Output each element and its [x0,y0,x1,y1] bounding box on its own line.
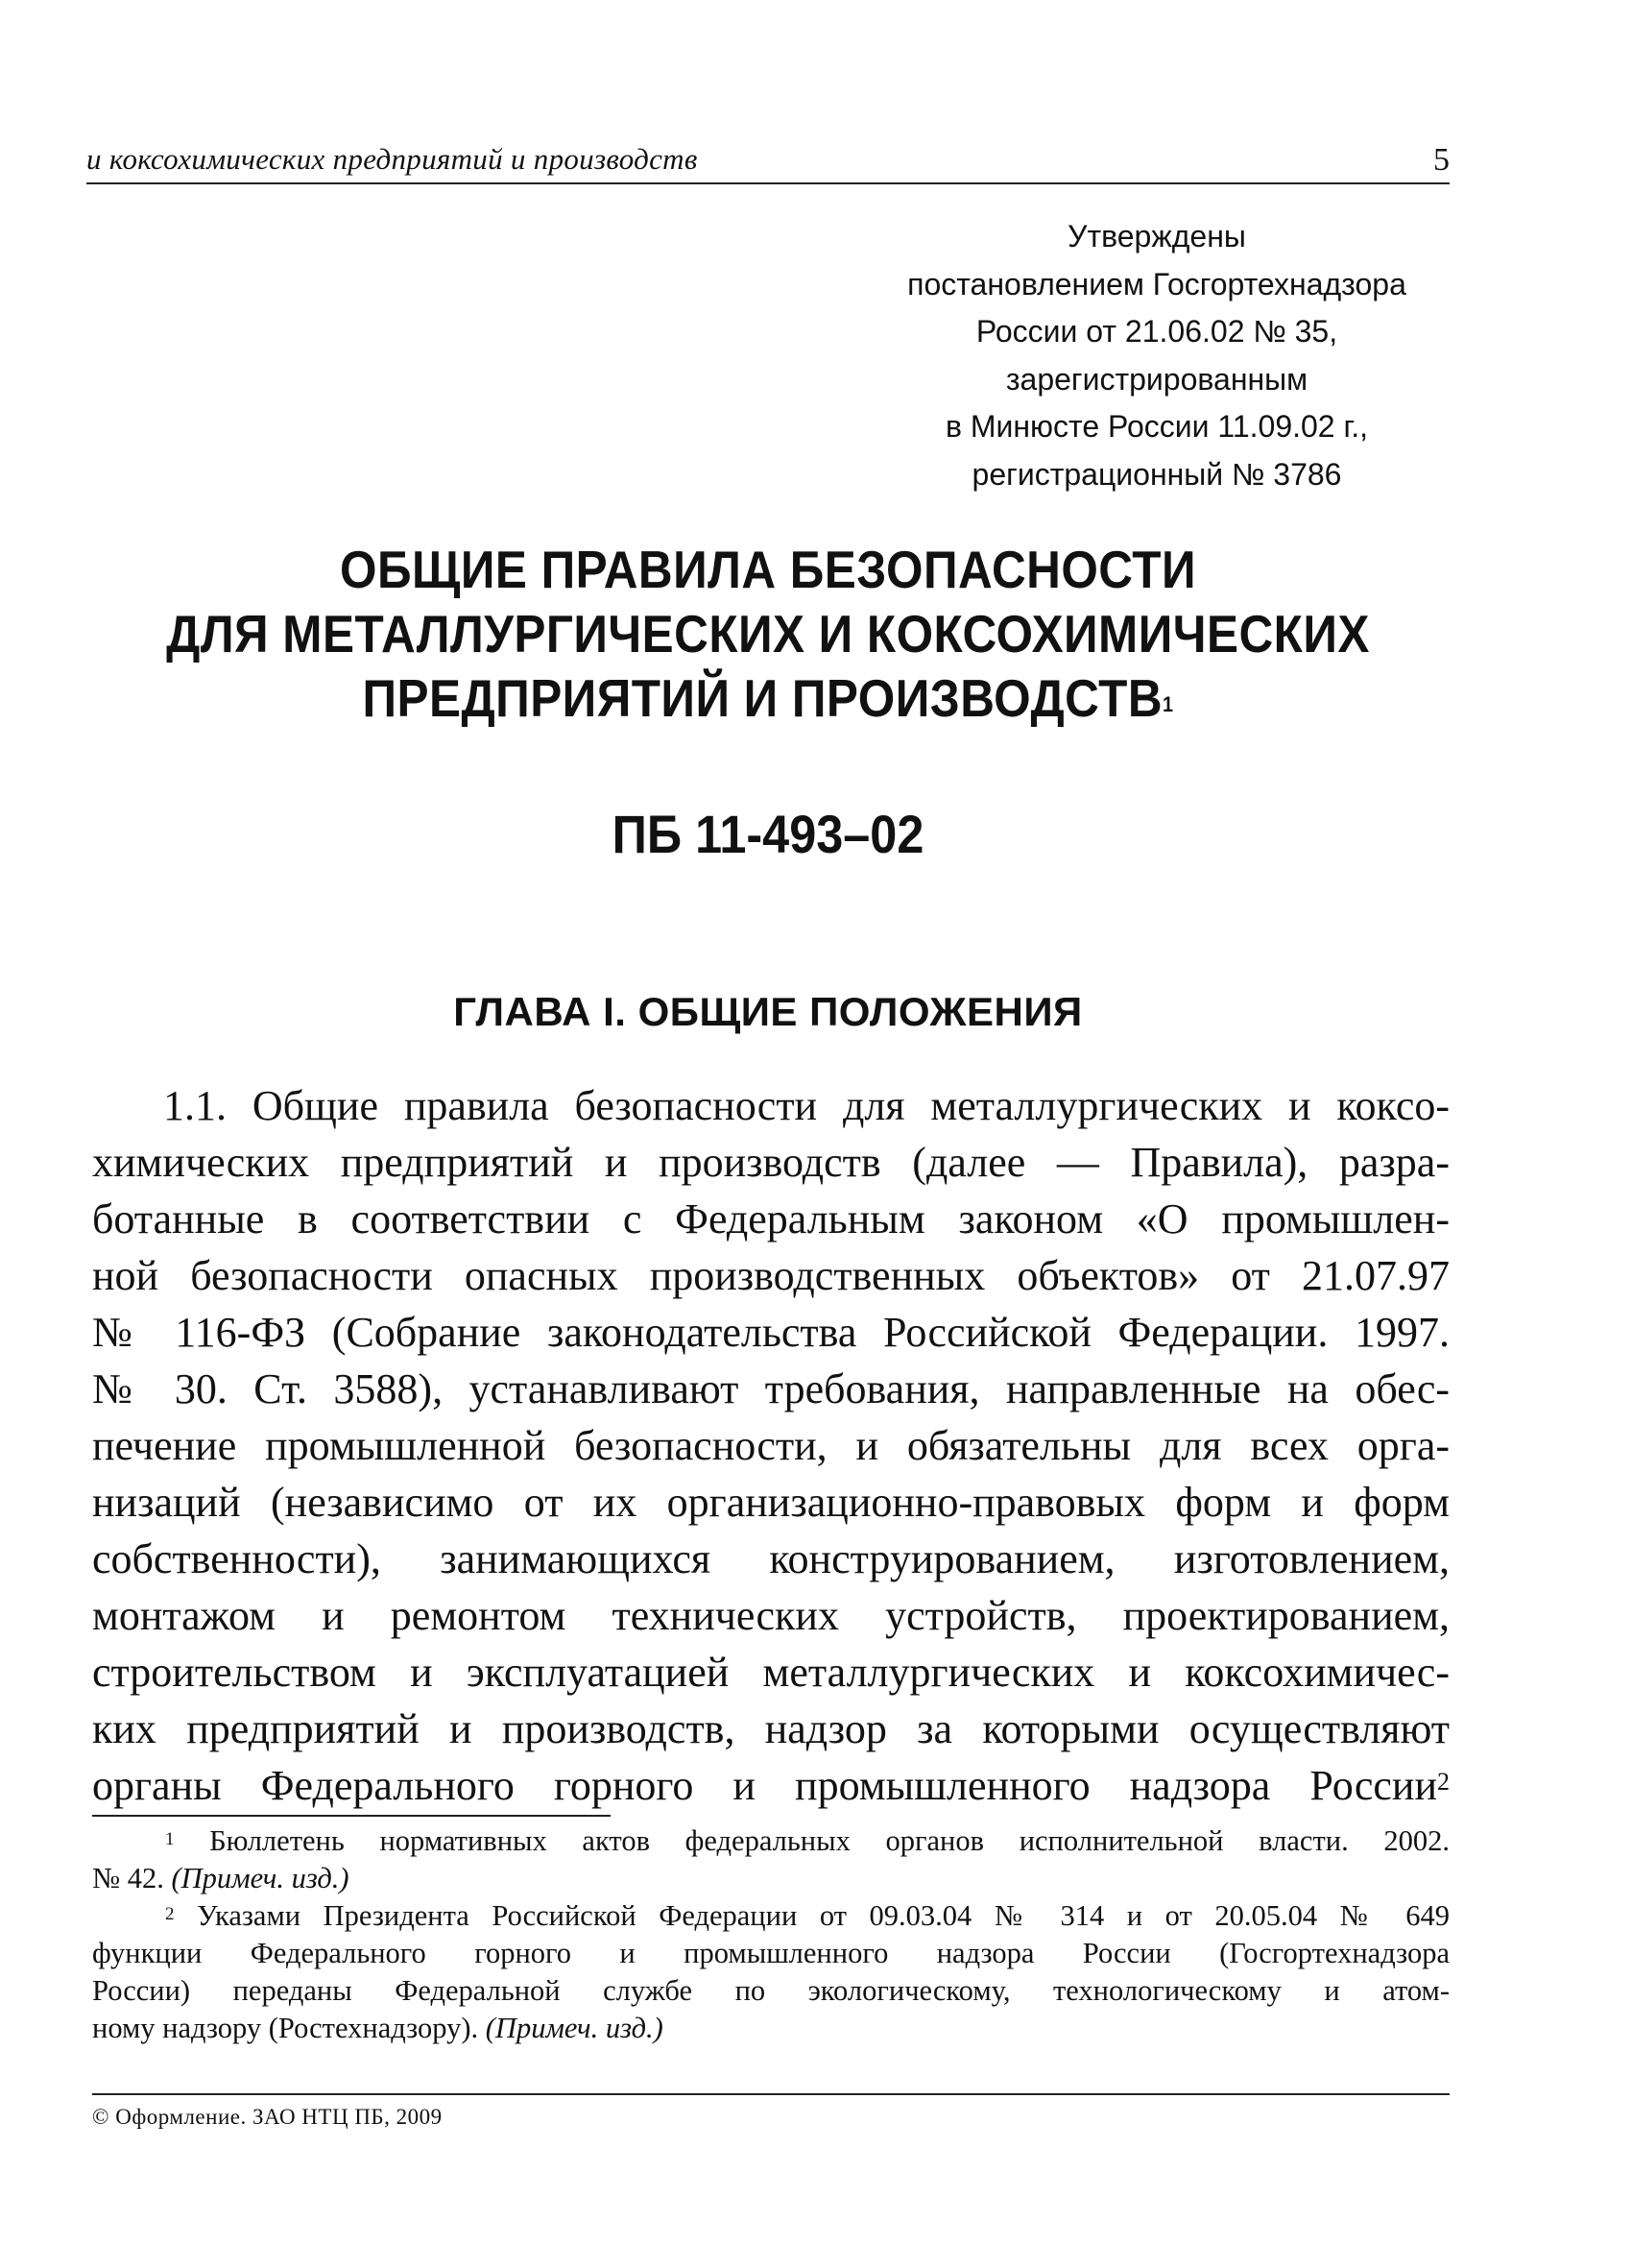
paragraph-1-1 [92,1077,1450,1814]
footnote-2-line [92,2010,1450,2047]
paragraph-line: химических предприятий и производств (далее — Правила), разра- [92,1139,1450,1186]
page-number: 5 [1433,142,1450,178]
footnotes [92,1822,1450,2047]
title-line-last [155,666,1381,731]
document-title [155,538,1381,731]
paragraph-line: монтажом и ремонтом технических устройств, проектированием, [92,1592,1450,1639]
approval-line: Утверждены [1068,219,1246,253]
footnote-1-text: № 42. [92,1862,172,1894]
footnote-1-note: (Примеч. изд.) [171,1862,349,1894]
running-header [86,134,1450,184]
paragraph-line: ботанные в соответствии с Федеральным законом «О промышлен- [92,1195,1450,1243]
document-code: ПБ 11-493–02 [612,804,924,864]
footnote-1-text: Бюллетень нормативных актов федеральных органов исполнительной власти. 2002. [209,1824,1451,1857]
title-line: ОБЩИЕ ПРАВИЛА БЕЗОПАСНОСТИ [339,540,1196,599]
paragraph-line-last [92,1757,1450,1814]
footer-rule [92,2093,1450,2095]
footnote-1-line [92,1822,1450,1860]
title-line: ПРЕДПРИЯТИЙ И ПРОИЗВОДСТВ [362,668,1164,728]
footnote-2-text: ному надзору (Ростехнадзору). [92,2012,486,2044]
running-header-title: и коксохимических предприятий и производств [86,142,698,176]
paragraph-line: печение промышленной безопасности, и обязательны для всех орга- [92,1422,1450,1469]
footnote-2-mark: 2 [165,1904,175,1924]
approval-line: России от 21.06.02 № 35, [975,314,1338,349]
footnote-2-text: Указами Президента Российской Федерации от 09.03.04 № 314 и от 20.05.04 № 649 [197,1899,1451,1932]
paragraph-line: органы Федерального горного и промышленного надзора России [92,1762,1437,1809]
chapter-heading: ГЛАВА I. ОБЩИЕ ПОЛОЖЕНИЯ [453,989,1083,1034]
paragraph-line: № 116-ФЗ (Собрание законодательства Российской Федерации. 1997. [92,1309,1450,1356]
paragraph-line: низаций (независимо от их организационно-правовых форм и форм [92,1479,1450,1526]
copyright-notice: © Оформление. ЗАО НТЦ ПБ, 2009 [92,2105,443,2129]
footnote-1-line [92,1860,1450,1897]
paragraph-line: № 30. Ст. 3588), устанавливают требования, направленные на обес- [92,1365,1450,1412]
title-line: ДЛЯ МЕТАЛЛУРГИЧЕСКИХ И КОКСОХИМИЧЕСКИХ [166,604,1370,664]
footnote-2-line: России) переданы Федеральной службе по экологическому, технологическому и атом- [92,1974,1450,2007]
footnote-2-note: (Примеч. изд.) [485,2012,663,2044]
footnote-2-line: функции Федерального горного и промышленного надзора России (Госгортехнадзора [92,1937,1450,1969]
title-footnote-mark[interactable]: 1 [1163,692,1174,716]
paragraph-line: строительством и эксплуатацией металлургических и коксохимичес- [92,1649,1450,1696]
footnote-separator [92,1815,611,1817]
footnote-1-mark: 1 [165,1829,175,1849]
paragraph-line: 1.1. Общие правила безопасности для металлургических и коксо- [163,1082,1450,1129]
approval-block [845,213,1469,498]
approval-line: регистрационный № 3786 [972,456,1342,492]
paragraph-line: ной безопасности опасных производственных объектов» от 21.07.97 [92,1252,1450,1299]
approval-line: постановлением Госгортехнадзора [907,266,1406,302]
approval-line: в Минюсте России 11.09.02 г., [945,409,1369,444]
footnote-2-line [92,1897,1450,1935]
approval-line: зарегистрированным [1005,361,1308,397]
paragraph-line: собственности), занимающихся конструированием, изготовлением, [92,1535,1450,1582]
body-footnote-mark[interactable]: 2 [1437,1768,1450,1796]
paragraph-line: ких предприятий и производств, надзор за которыми осуществляют [92,1705,1450,1752]
